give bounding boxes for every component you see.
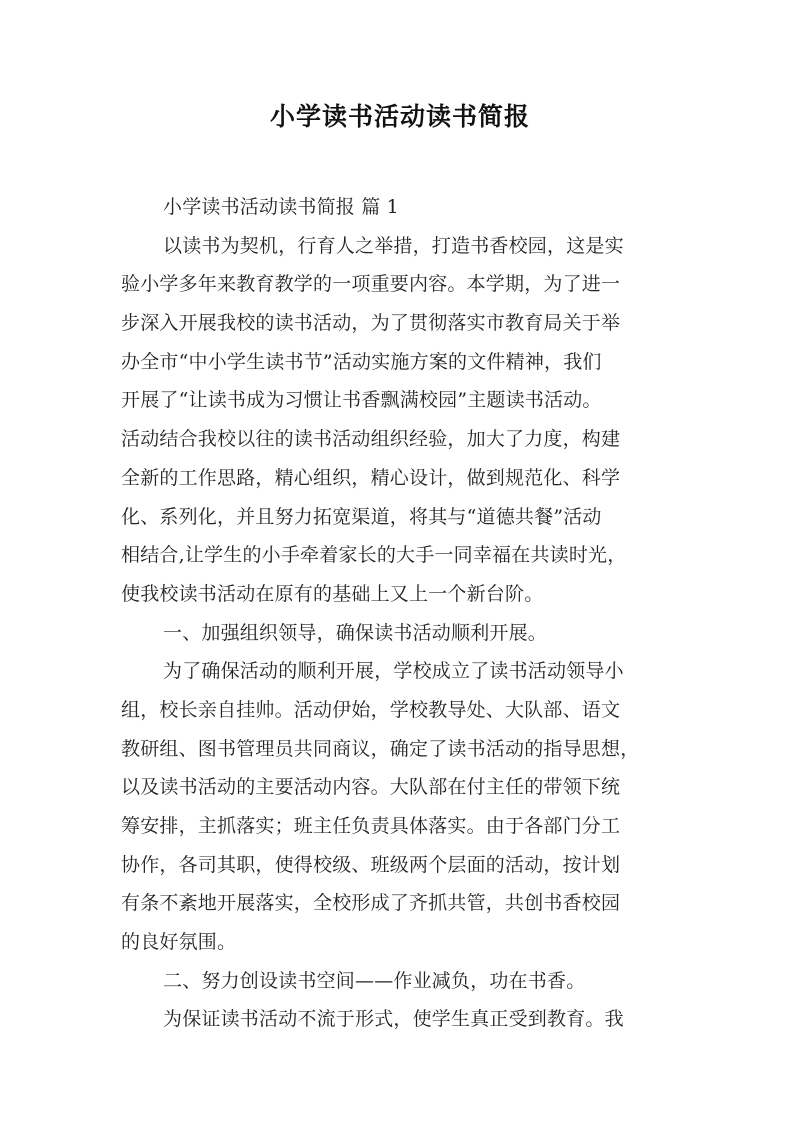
text-line: 协作，各司其职，使得校级、班级两个层面的活动，按计划 — [121, 853, 621, 876]
text-line: 二、努力创设读书空间——作业减负，功在书香。 — [163, 969, 586, 992]
text-line: 使我校读书活动在原有的基础上又上一个新台阶。 — [121, 582, 544, 605]
text-line: 有条不紊地开展落实，全校形成了齐抓共管，共创书香校园 — [121, 892, 621, 915]
text-line: 教研组、图书管理员共同商议，确定了读书活动的指导思想， — [121, 737, 640, 760]
text-line: 活动结合我校以往的读书活动组织经验，加大了力度，构建 — [121, 428, 621, 451]
text-line: 组，校长亲自挂帅。活动伊始，学校教导处、大队部、语文 — [121, 698, 621, 721]
text-line: 的良好氛围。 — [121, 931, 237, 954]
document-title: 小学读书活动读书简报 — [269, 102, 530, 131]
text-line: 开展了“让读书成为习惯让书香飘满校园”主题读书活动。 — [121, 389, 602, 412]
text-line: 化、系列化，并且努力拓宽渠道，将其与“道德共餐”活动 — [121, 505, 602, 528]
text-line: 验小学多年来教育教学的一项重要内容。本学期，为了进一 — [121, 273, 621, 296]
text-line: 办全市“中小学生读书节”活动实施方案的文件精神，我们 — [121, 350, 602, 373]
text-line: 为保证读书活动不流于形式，使学生真正受到教育。我 — [163, 1008, 624, 1031]
text-line: 全新的工作思路，精心组织，精心设计，做到规范化、科学 — [121, 466, 621, 489]
text-line: 小学读书活动读书简报 篇 1 — [163, 196, 399, 218]
text-line: 一、加强组织领导，确保读书活动顺利开展。 — [163, 621, 548, 644]
text-line: 以及读书活动的主要活动内容。大队部在付主任的带领下统 — [121, 776, 621, 799]
text-line: 以读书为契机，行育人之举措，打造书香校园，这是实 — [163, 234, 624, 257]
text-line: 筹安排，主抓落实；班主任负责具体落实。由于各部门分工 — [121, 815, 621, 837]
document-body — [121, 188, 681, 1039]
text-line: 相结合,让学生的小手牵着家长的大手一同幸福在共读时光， — [121, 544, 627, 567]
text-line: 为了确保活动的顺利开展，学校成立了读书活动领导小 — [163, 660, 624, 683]
text-line: 步深入开展我校的读书活动，为了贯彻落实市教育局关于举 — [121, 312, 621, 335]
